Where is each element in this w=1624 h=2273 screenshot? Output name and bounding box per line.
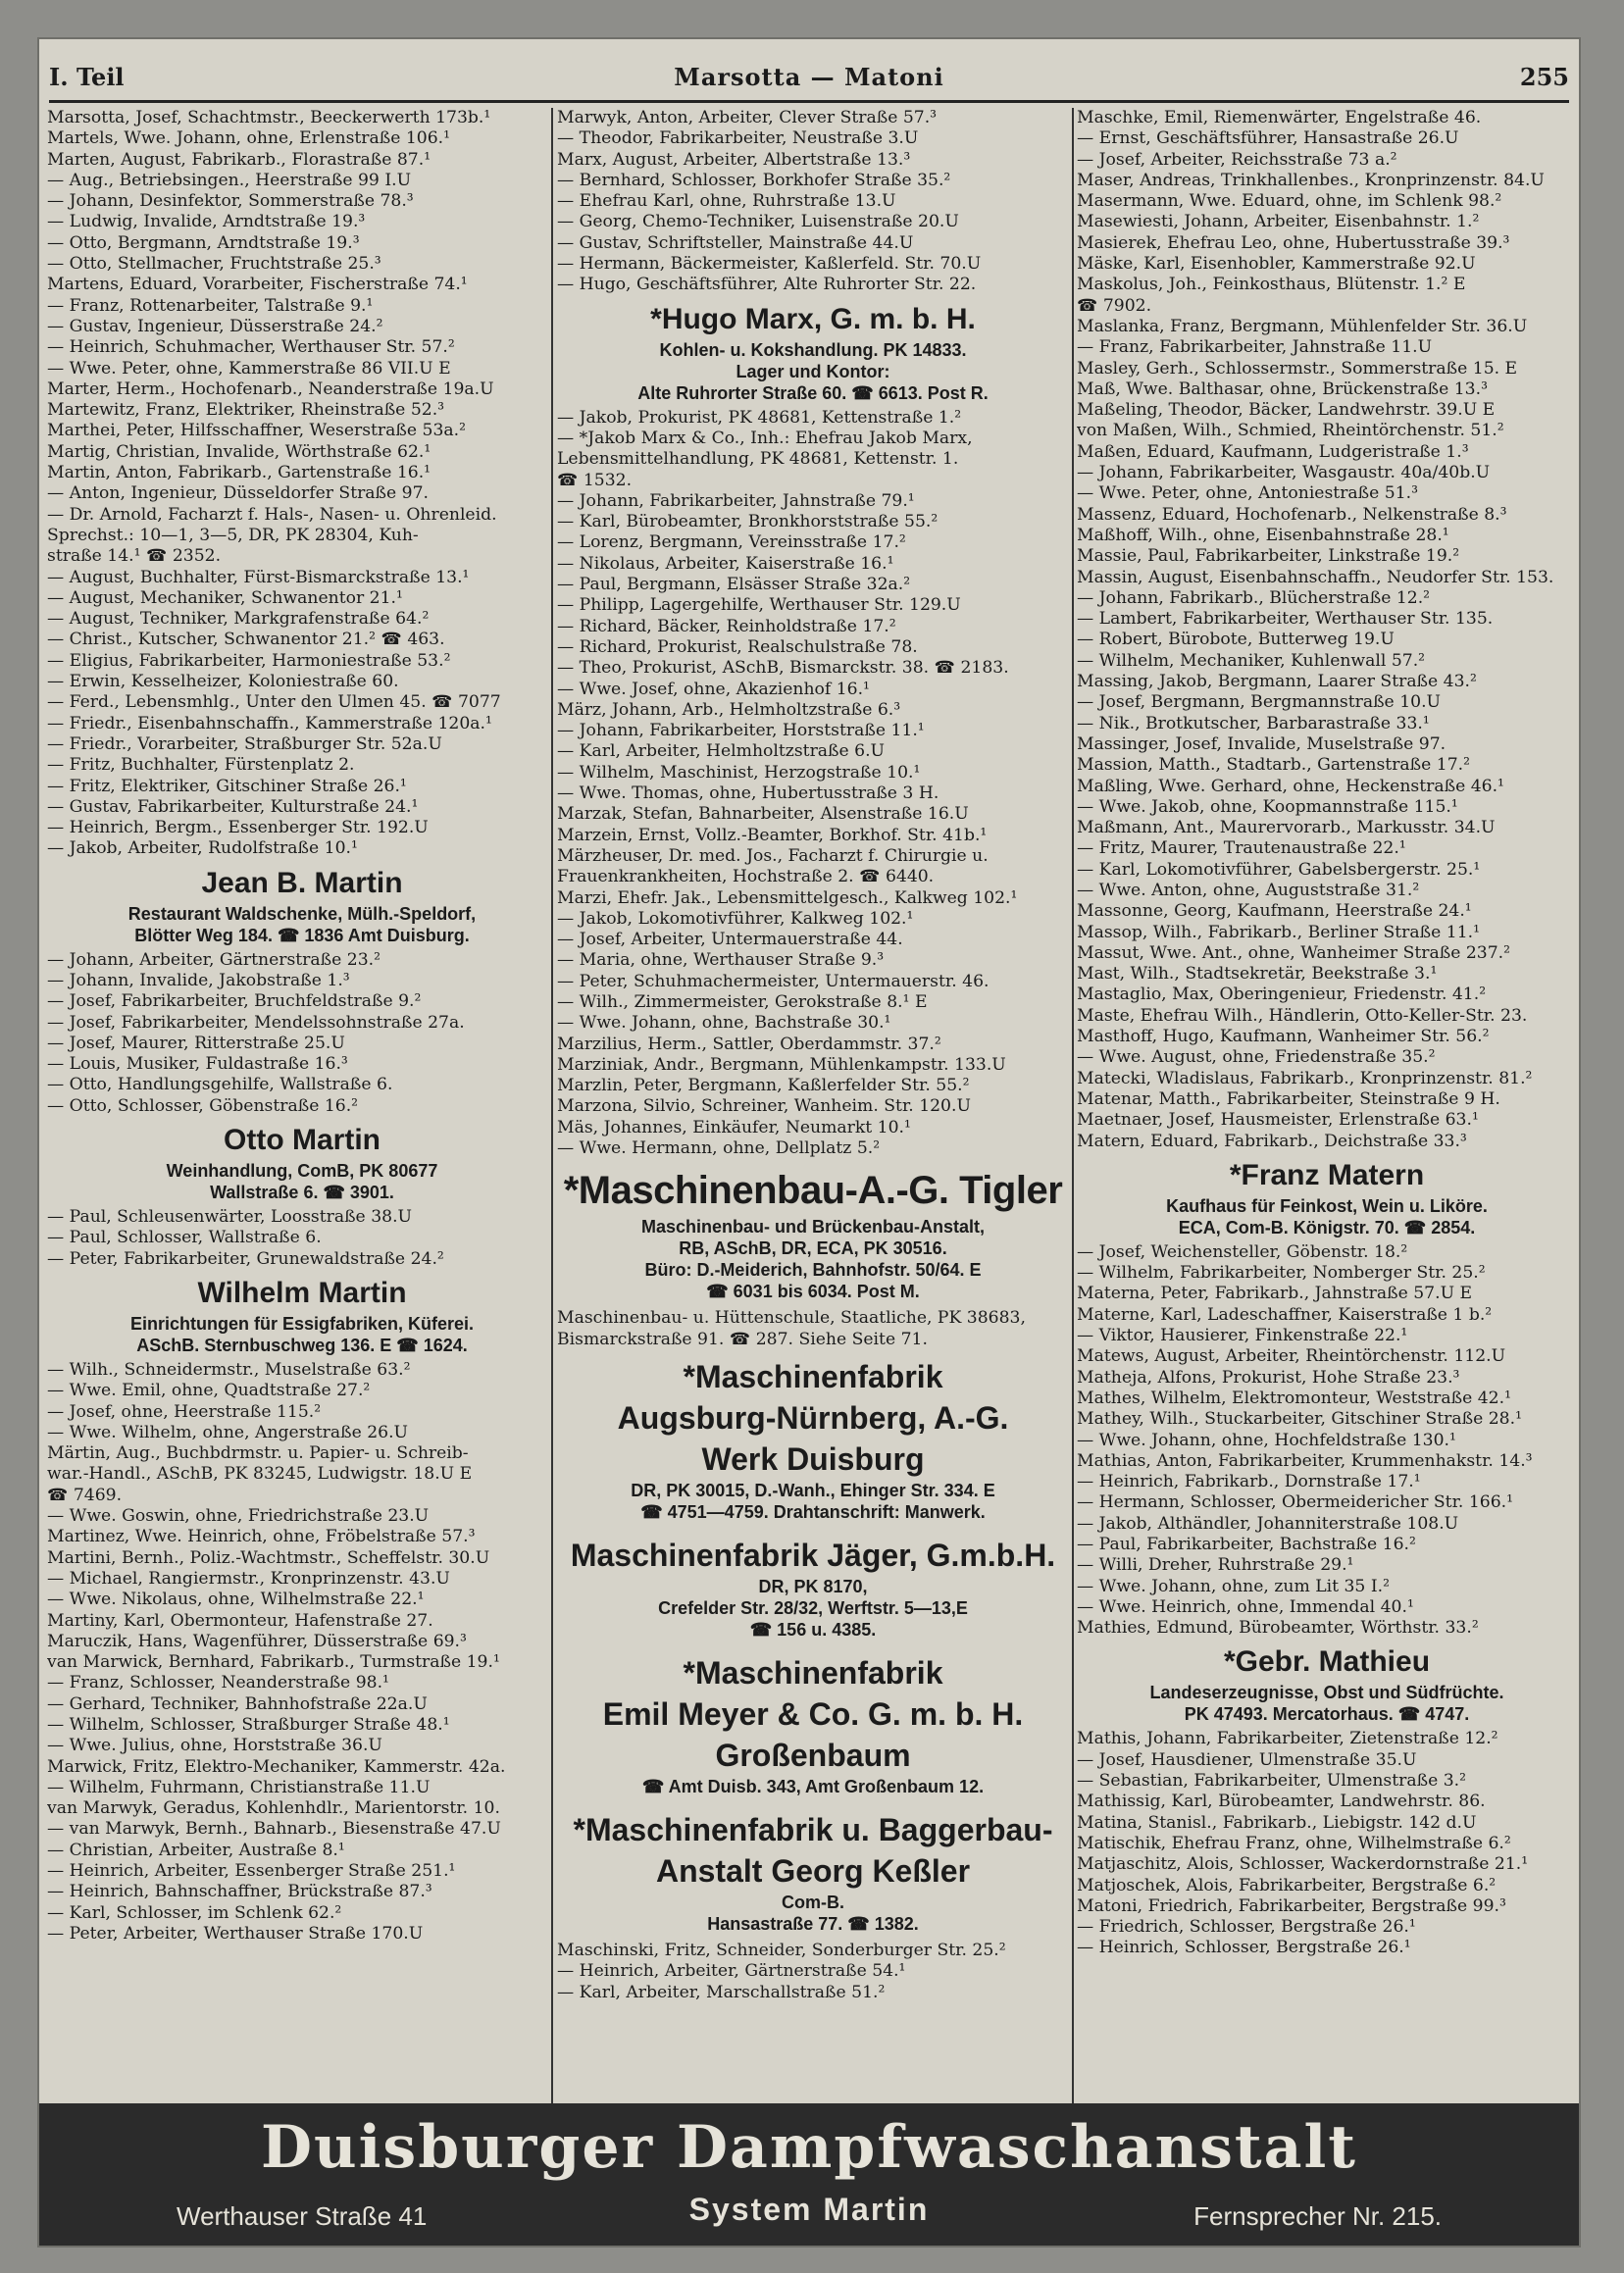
directory-entry: Marzein, Ernst, Vollz.-Beamter, Borkhof. Str. 41b.¹ xyxy=(557,825,988,845)
directory-entry: — Otto, Bergmann, Arndtstraße 19.³ xyxy=(47,232,360,253)
directory-entry: — Wilhelm, Fabrikarbeiter, Nomberger Str. 25.² xyxy=(1077,1263,1486,1284)
directory-entry: Masierek, Ehefrau Leo, ohne, Hubertusstraße 39.³ xyxy=(1077,232,1510,253)
directory-entry: — Hugo, Geschäftsführer, Alte Ruhrorter Str. 22. xyxy=(557,275,977,295)
directory-entry: ☎ 1532. xyxy=(557,470,633,490)
directory-entry: Mathias, Anton, Fabrikarbeiter, Krummenhakstr. 14.³ xyxy=(1077,1450,1533,1471)
entries-block xyxy=(557,1941,1069,2003)
advert-line: Kohlen- u. Kokshandlung. PK 14833. xyxy=(659,339,967,360)
directory-entry: Maetnaer, Josef, Hausmeister, Erlenstraße 63.¹ xyxy=(1077,1110,1479,1131)
advert-line: ASchB. Sternbuschweg 136. E ☎ 1624. xyxy=(136,1335,468,1355)
directory-entry: — Wilhelm, Schlosser, Straßburger Straße 48.¹ xyxy=(47,1715,450,1735)
directory-entry: — Wwe. Thomas, ohne, Hubertusstraße 3 H. xyxy=(557,783,939,804)
directory-entry: Massinger, Josef, Invalide, Muselstraße 97. xyxy=(1077,733,1446,754)
advert-kessler xyxy=(557,1803,1069,1941)
directory-entry: Marziniak, Andr., Bergmann, Mühlenkampstr. 133.U xyxy=(557,1054,1006,1075)
directory-entry: ☎ 7902. xyxy=(1077,295,1152,316)
directory-entry: Marwyk, Anton, Arbeiter, Clever Straße 57.³ xyxy=(557,108,938,127)
directory-entry: Mäs, Johannes, Einkäufer, Neumarkt 10.¹ xyxy=(557,1117,911,1137)
advert-otto-martin xyxy=(47,1117,557,1207)
directory-entry: Martig, Christian, Invalide, Wörthstraße 62.¹ xyxy=(47,441,431,462)
directory-entry: Massing, Jakob, Bergmann, Laarer Straße 43.² xyxy=(1077,672,1477,692)
directory-entry: — Johann, Invalide, Jakobstraße 1.³ xyxy=(47,970,350,990)
advert-wilhelm-martin xyxy=(47,1270,557,1360)
directory-entry: Martels, Wwe. Johann, ohne, Erlenstraße 106.¹ xyxy=(47,128,451,149)
directory-entry: — Friedrich, Schlosser, Bergstraße 26.¹ xyxy=(1077,1917,1416,1938)
directory-entry: — Wwe. Nikolaus, ohne, Wilhelmstraße 22.¹ xyxy=(47,1590,425,1610)
running-title: Marsotta — Matoni xyxy=(674,63,944,91)
entries-block xyxy=(557,408,1069,1160)
directory-entry: — Johann, Fabrikarbeiter, Wasgaustr. 40a/40b.U xyxy=(1077,463,1491,483)
advert-tigler xyxy=(557,1159,1069,1308)
directory-entry: — van Marwyk, Bernh., Bahnarb., Biesenstraße 47.U xyxy=(47,1819,501,1840)
column-2 xyxy=(557,108,1069,2098)
directory-entry: Massonne, Georg, Kaufmann, Heerstraße 24.¹ xyxy=(1077,901,1472,922)
directory-entry: Martewitz, Franz, Elektriker, Rheinstraße 52.³ xyxy=(47,400,445,421)
advert-line: ☎ Amt Duisb. 343, Amt Großenbaum 12. xyxy=(641,1776,985,1796)
directory-entry: Maßling, Wwe. Gerhard, ohne, Heckenstraße 46.¹ xyxy=(1077,776,1504,796)
directory-entry: — Karl, Arbeiter, Helmholtzstraße 6.U xyxy=(557,741,886,762)
advert-line: Einrichtungen für Essigfabriken, Küferei. xyxy=(129,1313,475,1334)
directory-entry: war.-Handl., ASchB, PK 83245, Ludwigstr. 18.U E xyxy=(47,1464,473,1485)
directory-entry: — Gustav, Fabrikarbeiter, Kulturstraße 24.¹ xyxy=(47,796,419,817)
directory-entry: Mäske, Karl, Eisenhobler, Kammerstraße 92.U xyxy=(1077,254,1476,275)
directory-entry: — Josef, Arbeiter, Untermauerstraße 44. xyxy=(557,930,903,950)
directory-entry: Frauenkrankheiten, Hochstraße 2. ☎ 6440. xyxy=(557,867,935,887)
directory-entry: — Christ., Kutscher, Schwanentor 21.² ☎ 463. xyxy=(47,630,445,650)
directory-entry: straße 14.¹ ☎ 2352. xyxy=(47,546,222,567)
directory-entry: — Heinrich, Schlosser, Bergstraße 26.¹ xyxy=(1077,1938,1411,1958)
directory-entry: — Karl, Schlosser, im Schlenk 62.² xyxy=(47,1902,342,1923)
advert-name: *Maschinenfabrik xyxy=(683,1358,943,1394)
directory-entry: — Viktor, Hausierer, Finkenstraße 22.¹ xyxy=(1077,1326,1408,1346)
directory-entry: — Paul, Schlosser, Wallstraße 6. xyxy=(47,1228,322,1248)
directory-entry: — Willi, Dreher, Ruhrstraße 29.¹ xyxy=(1077,1555,1354,1576)
directory-entry: — Karl, Lokomotivführer, Gabelsbergerstr. 25.¹ xyxy=(1077,859,1481,880)
directory-entry: Marten, August, Fabrikarb., Florastraße 87.¹ xyxy=(47,149,431,170)
directory-entry: — Sebastian, Fabrikarbeiter, Ulmenstraße 3.² xyxy=(1077,1771,1467,1792)
directory-entry: — Johann, Fabrikarbeiter, Horststraße 11.¹ xyxy=(557,721,925,741)
directory-entry: — Paul, Bergmann, Elsässer Straße 32a.² xyxy=(557,575,911,595)
directory-entry: Materne, Karl, Ladeschaffner, Kaiserstraße 1 b.² xyxy=(1077,1304,1493,1325)
directory-entry: — *Jakob Marx & Co., Inh.: Ehefrau Jakob Marx, xyxy=(557,428,973,448)
directory-entry: Matecki, Wladislaus, Fabrikarb., Kronprinzenstr. 81.² xyxy=(1077,1068,1533,1088)
directory-entry: Martens, Eduard, Vorarbeiter, Fischerstraße 74.¹ xyxy=(47,275,468,295)
advert-line: Maschinenbau- und Brückenbau-Anstalt, xyxy=(640,1217,986,1238)
directory-entry: — Theodor, Fabrikarbeiter, Neustraße 3.U xyxy=(557,128,919,149)
directory-entry: Maßhoff, Wilh., ohne, Eisenbahnstraße 28.¹ xyxy=(1077,525,1449,545)
directory-entry: — Heinrich, Schuhmacher, Werthauser Str. 57.² xyxy=(47,337,455,358)
page-number: 255 xyxy=(1519,63,1569,91)
advert-franz-matern xyxy=(1077,1152,1577,1242)
directory-entry: — Wwe. Anton, ohne, Auguststraße 31.² xyxy=(1077,880,1420,900)
directory-entry: — Wwe. Josef, ohne, Akazienhof 16.¹ xyxy=(557,679,870,699)
directory-entry: Matern, Eduard, Fabrikarb., Deichstraße 33.³ xyxy=(1077,1131,1467,1151)
directory-entry: — Heinrich, Bergm., Essenberger Str. 192.U xyxy=(47,818,429,838)
directory-entry: — Gerhard, Techniker, Bahnhofstraße 22a.U xyxy=(47,1693,428,1714)
directory-entry: Maser, Andreas, Trinkhallenbes., Kronprinzenstr. 84.U xyxy=(1077,170,1545,190)
directory-entry: — Wilhelm, Fuhrmann, Christianstraße 11.U xyxy=(47,1777,431,1797)
directory-entry: — Franz, Fabrikarbeiter, Jahnstraße 11.U xyxy=(1077,337,1433,358)
directory-entry: — Heinrich, Arbeiter, Gärtnerstraße 54.¹ xyxy=(557,1961,906,1982)
directory-entry: — Josef, ohne, Heerstraße 115.² xyxy=(47,1401,322,1422)
directory-entry: — Wwe. Hermann, ohne, Dellplatz 5.² xyxy=(557,1138,881,1159)
directory-entry: — Nikolaus, Arbeiter, Kaiserstraße 16.¹ xyxy=(557,553,894,574)
advert-name: Wilhelm Martin xyxy=(197,1276,407,1309)
bottom-banner-ad xyxy=(39,2103,1579,2246)
banner-title: Duisburger Dampfwaschanstalt xyxy=(260,2113,1358,2182)
directory-entry: — Wwe. August, ohne, Friedenstraße 35.² xyxy=(1077,1047,1436,1068)
directory-entry: Märtin, Aug., Buchbdrmstr. u. Papier- u. Schreib- xyxy=(47,1443,469,1464)
directory-entry: — Johann, Arbeiter, Gärtnerstraße 23.² xyxy=(47,949,381,970)
directory-entry: — Wwe. Wilhelm, ohne, Angerstraße 26.U xyxy=(47,1422,409,1442)
advert-name: Jean B. Martin xyxy=(201,866,403,899)
entries-block xyxy=(1077,108,1577,1152)
directory-entry: — Philipp, Lagergehilfe, Werthauser Str. 129.U xyxy=(557,595,961,616)
directory-entry: — Dr. Arnold, Facharzt f. Hals-, Nasen- u. Ohrenleid. xyxy=(47,504,497,525)
directory-entry: — Wilh., Zimmermeister, Gerokstraße 8.¹ E xyxy=(557,991,928,1012)
directory-entry: — Josef, Fabrikarbeiter, Mendelssohnstraße 27a. xyxy=(47,1012,465,1033)
directory-entry: — Josef, Maurer, Ritterstraße 25.U xyxy=(47,1033,345,1053)
directory-entry: — Heinrich, Bahnschaffner, Brückstraße 87.³ xyxy=(47,1882,432,1902)
directory-entry: Maß, Wwe. Balthasar, ohne, Brückenstraße 13.³ xyxy=(1077,379,1488,399)
advert-line: Wallstraße 6. ☎ 3901. xyxy=(210,1183,394,1203)
directory-entry: Massin, August, Eisenbahnschaffn., Neudorfer Str. 153. xyxy=(1077,567,1554,587)
advert-man xyxy=(557,1350,1069,1529)
directory-entry: — Paul, Schleusenwärter, Loosstraße 38.U xyxy=(47,1207,413,1228)
advert-gebr-mathieu xyxy=(1077,1639,1577,1729)
directory-entry: Mathis, Johann, Fabrikarbeiter, Zietenstraße 12.² xyxy=(1077,1729,1498,1749)
directory-entry: Marzilius, Herm., Sattler, Oberdammstr. 37.² xyxy=(557,1034,941,1054)
directory-entry: Maslanka, Franz, Bergmann, Mühlenfelder Str. 36.U xyxy=(1077,316,1528,336)
directory-entry: — Hermann, Bäckermeister, Kaßlerfeld. Str. 70.U xyxy=(557,254,982,275)
directory-entry: — Lambert, Fabrikarbeiter, Werthauser Str. 135. xyxy=(1077,609,1494,630)
advert-name: *Maschinenbau-A.-G. Tigler xyxy=(563,1169,1063,1213)
directory-entry: Matischik, Ehefrau Franz, ohne, Wilhelmstraße 6.² xyxy=(1077,1833,1511,1853)
banner-system: System Martin xyxy=(688,2192,930,2227)
directory-entry: Maßmann, Ant., Maurervorarb., Markusstr. 34.U xyxy=(1077,818,1496,838)
advert-line: Weinhandlung, ComB, PK 80677 xyxy=(166,1161,438,1182)
directory-entry: — Louis, Musiker, Fuldastraße 16.³ xyxy=(47,1054,348,1075)
directory-page xyxy=(39,39,1579,2246)
part-label: I. Teil xyxy=(49,63,125,91)
directory-entry: — Richard, Bäcker, Reinholdstraße 17.² xyxy=(557,616,896,636)
advert-name: Maschinenfabrik Jäger, G.m.b.H. xyxy=(570,1537,1056,1573)
directory-entry: Martiny, Karl, Obermonteur, Hafenstraße 27. xyxy=(47,1610,433,1631)
directory-entry: Martinez, Wwe. Heinrich, ohne, Fröbelstraße 57.³ xyxy=(47,1527,476,1547)
directory-entry: Maschinenbau- u. Hüttenschule, Staatliche, PK 38683, xyxy=(557,1308,1026,1329)
entries-block xyxy=(557,108,1069,296)
advert-line: Blötter Weg 184. ☎ 1836 Amt Duisburg. xyxy=(134,925,470,945)
directory-entry: — Georg, Chemo-Techniker, Luisenstraße 20.U xyxy=(557,212,959,232)
directory-entry: — Wwe. Julius, ohne, Horststraße 36.U xyxy=(47,1736,382,1756)
directory-entry: Massut, Wwe. Ant., ohne, Wanheimer Straße 237.² xyxy=(1077,942,1511,963)
advert-emil-meyer xyxy=(557,1646,1069,1803)
directory-entry: März, Johann, Arb., Helmholtzstraße 6.³ xyxy=(557,699,901,720)
directory-entry: Matoni, Friedrich, Fabrikarbeiter, Bergstraße 99.³ xyxy=(1077,1895,1506,1916)
entries-block xyxy=(47,950,557,1117)
directory-entry: von Maßen, Wilh., Schmied, Rheintörchenstr. 51.² xyxy=(1077,421,1504,441)
directory-entry: — Wwe. Johann, ohne, zum Lit 35 I.² xyxy=(1077,1576,1390,1596)
directory-entry: Mathissig, Karl, Bürobeamter, Landwehrstr. 86. xyxy=(1077,1792,1486,1812)
directory-entry: — Wwe. Emil, ohne, Quadtstraße 27.² xyxy=(47,1381,371,1401)
directory-entry: Lebensmittelhandlung, PK 48681, Kettenstr. 1. xyxy=(557,449,959,470)
advert-jaeger xyxy=(557,1529,1069,1646)
directory-entry: Matjoschek, Alois, Fabrikarbeiter, Bergstraße 6.² xyxy=(1077,1875,1497,1895)
directory-entry: Marzona, Silvio, Schreiner, Wanheim. Str. 120.U xyxy=(557,1096,971,1117)
directory-entry: — August, Mechaniker, Schwanentor 21.¹ xyxy=(47,587,403,608)
directory-entry: Matheja, Alfons, Prokurist, Hohe Straße 23.³ xyxy=(1077,1367,1460,1388)
directory-entry: — Erwin, Kesselheizer, Koloniestraße 60. xyxy=(47,672,399,692)
entries-block xyxy=(47,108,557,860)
advert-line: Büro: D.-Meiderich, Bahnhofstr. 50/64. E xyxy=(644,1260,982,1281)
directory-entry: Maßen, Eduard, Kaufmann, Ludgeristraße 1.³ xyxy=(1077,441,1469,462)
entries-block xyxy=(47,1360,557,1945)
directory-entry: — Paul, Fabrikarbeiter, Bachstraße 16.² xyxy=(1077,1535,1416,1554)
directory-entry: — Nik., Brotkutscher, Barbarastraße 33.¹ xyxy=(1077,713,1430,733)
directory-entry: — Otto, Handlungsgehilfe, Wallstraße 6. xyxy=(47,1075,393,1095)
advert-name: *Maschinenfabrik u. Baggerbau- xyxy=(573,1811,1053,1847)
entries-block xyxy=(557,1308,1069,1350)
directory-entry: Massie, Paul, Fabrikarbeiter, Linkstraße 19.² xyxy=(1077,546,1460,567)
directory-entry: — August, Buchhalter, Fürst-Bismarckstraße 13.¹ xyxy=(47,567,470,587)
advert-line: Hansastraße 77. ☎ 1382. xyxy=(707,1913,919,1934)
directory-entry: — Fritz, Buchhalter, Fürstenplatz 2. xyxy=(47,755,355,776)
advert-line: ☎ 6031 bis 6034. Post M. xyxy=(706,1282,920,1302)
directory-entry: — Josef, Fabrikarbeiter, Bruchfeldstraße 9.² xyxy=(47,991,422,1012)
directory-entry: — Wilhelm, Mechaniker, Kuhlenwall 57.² xyxy=(1077,650,1426,671)
column-divider xyxy=(1072,108,1074,2103)
advert-line: RB, ASchB, DR, ECA, PK 30516. xyxy=(679,1238,947,1259)
directory-entry: van Marwyk, Geradus, Kohlenhdlr., Marientorstr. 10. xyxy=(47,1798,500,1819)
directory-entry: — Johann, Fabrikarb., Blücherstraße 12.² xyxy=(1077,587,1431,608)
banner-address: Werthauser Straße 41 xyxy=(177,2201,428,2231)
advert-line: ☎ 4751—4759. Drahtanschrift: Manwerk. xyxy=(640,1501,986,1522)
directory-entry: — Gustav, Ingenieur, Düsserstraße 24.² xyxy=(47,316,383,336)
directory-entry: — Lorenz, Bergmann, Vereinsstraße 17.² xyxy=(557,532,906,553)
directory-entry: — Wilhelm, Maschinist, Herzogstraße 10.¹ xyxy=(557,762,921,783)
directory-entry: — Johann, Desinfektor, Sommerstraße 78.³ xyxy=(47,191,414,212)
advert-line: DR, PK 8170, xyxy=(758,1576,868,1596)
directory-entry: — Josef, Bergmann, Bergmannstraße 10.U xyxy=(1077,692,1442,713)
directory-entry: — Josef, Weichensteller, Göbenstr. 18.² xyxy=(1077,1241,1408,1262)
directory-entry: — Jakob, Lokomotivführer, Kalkweg 102.¹ xyxy=(557,908,914,929)
directory-entry: — Heinrich, Arbeiter, Essenberger Straße 251.¹ xyxy=(47,1861,456,1882)
directory-entry: Matews, August, Arbeiter, Rheintörchenstr. 112.U xyxy=(1077,1346,1506,1367)
directory-entry: Mastaglio, Max, Oberingenieur, Friedenstr. 41.² xyxy=(1077,985,1487,1005)
directory-entry: Mathey, Wilh., Stuckarbeiter, Gitschiner Straße 28.¹ xyxy=(1077,1409,1522,1430)
advert-name: Emil Meyer & Co. G. m. b. H. xyxy=(602,1695,1024,1732)
directory-entry: — Johann, Fabrikarbeiter, Jahnstraße 79.¹ xyxy=(557,490,915,511)
directory-entry: — August, Techniker, Markgrafenstraße 64.² xyxy=(47,609,430,630)
directory-entry: Masthoff, Hugo, Kaufmann, Wanheimer Str. 56.² xyxy=(1077,1027,1490,1047)
directory-entry: Masley, Gerh., Schlossermstr., Sommerstraße 15. E xyxy=(1077,358,1518,379)
directory-entry: — Karl, Arbeiter, Marschallstraße 51.² xyxy=(557,1982,886,2002)
directory-entry: Marwick, Fritz, Elektro-Mechaniker, Kammerstr. 42a. xyxy=(47,1756,506,1777)
advert-line: DR, PK 30015, D.-Wanh., Ehinger Str. 334. E xyxy=(631,1480,995,1500)
directory-entry: — Bernhard, Schlosser, Borkhofer Straße 35.² xyxy=(557,170,951,190)
column-1 xyxy=(47,108,557,2098)
advert-line: Restaurant Waldschenke, Mülh.-Speldorf, xyxy=(127,903,477,924)
directory-entry: — Karl, Bürobeamter, Bronkhorststraße 55.² xyxy=(557,512,939,532)
directory-entry: — Anton, Ingenieur, Düsseldorfer Straße 97. xyxy=(47,483,430,504)
directory-entry: — Wwe. Johann, ohne, Bachstraße 30.¹ xyxy=(557,1013,891,1034)
directory-entry: Marzak, Stefan, Bahnarbeiter, Alsenstraße 16.U xyxy=(557,804,969,825)
directory-entry: Matjaschitz, Alois, Schlosser, Wackerdornstraße 21.¹ xyxy=(1077,1854,1529,1875)
directory-entry: — Wilh., Schneidermstr., Muselstraße 63.² xyxy=(47,1359,411,1380)
directory-entry: — Fritz, Elektriker, Gitschiner Straße 26.¹ xyxy=(47,776,407,796)
directory-entry: — Maria, ohne, Werthauser Straße 9.³ xyxy=(557,950,885,971)
directory-entry: — Hermann, Schlosser, Obermeidericher Str. 166.¹ xyxy=(1077,1492,1513,1513)
directory-entry: — Robert, Bürobote, Butterweg 19.U xyxy=(1077,630,1395,650)
directory-entry: Maruczik, Hans, Wagenführer, Düsserstraße 69.³ xyxy=(47,1631,467,1651)
directory-entry: — Wwe. Peter, ohne, Antoniestraße 51.³ xyxy=(1077,483,1419,504)
directory-entry: — Ludwig, Invalide, Arndtstraße 19.³ xyxy=(47,212,366,232)
directory-entry: Massop, Wilh., Fabrikarb., Berliner Straße 11.¹ xyxy=(1077,922,1480,942)
directory-entry: Marthei, Peter, Hilfsschaffner, Weserstraße 53a.² xyxy=(47,421,466,441)
directory-entry: — Christian, Arbeiter, Austraße 8.¹ xyxy=(47,1840,345,1860)
directory-entry: — Franz, Rottenarbeiter, Talstraße 9.¹ xyxy=(47,295,374,316)
advert-name: *Maschinenfabrik xyxy=(683,1654,943,1691)
advert-line: Kaufhaus für Feinkost, Wein u. Liköre. xyxy=(1166,1195,1488,1216)
directory-entry: Massenz, Eduard, Hochofenarb., Nelkenstraße 8.³ xyxy=(1077,504,1507,525)
directory-entry: Massion, Matth., Stadtarb., Gartenstraße 17.² xyxy=(1077,755,1471,776)
advert-name: Großenbaum xyxy=(715,1737,911,1773)
directory-entry: — Otto, Stellmacher, Fruchtstraße 25.³ xyxy=(47,254,381,275)
directory-entry: — Peter, Arbeiter, Werthauser Straße 170.U xyxy=(47,1923,424,1944)
entries-block xyxy=(1077,1242,1577,1640)
directory-entry: Matina, Stanisl., Fabrikarb., Liebigstr. 142 d.U xyxy=(1077,1812,1477,1833)
directory-entry: Maschinski, Fritz, Schneider, Sonderburger Str. 25.² xyxy=(557,1940,1006,1960)
advert-line: Com-B. xyxy=(782,1892,844,1912)
directory-entry: — Theo, Prokurist, ASchB, Bismarckstr. 38. ☎ 2183. xyxy=(557,658,1009,679)
directory-entry: — Josef, Hausdiener, Ulmenstraße 35.U xyxy=(1077,1749,1417,1770)
directory-entry: — Franz, Schlosser, Neanderstraße 98.¹ xyxy=(47,1673,389,1693)
directory-entry: — Wwe. Johann, ohne, Hochfeldstraße 130.¹ xyxy=(1077,1430,1456,1450)
directory-entry: — Josef, Arbeiter, Reichsstraße 73 a.² xyxy=(1077,149,1397,170)
directory-entry: — Wwe. Goswin, ohne, Friedrichstraße 23.U xyxy=(47,1506,430,1527)
directory-entry: — Wwe. Heinrich, ohne, Immendal 40.¹ xyxy=(1077,1596,1414,1617)
advert-line: Landeserzeugnisse, Obst und Südfrüchte. xyxy=(1149,1683,1504,1703)
directory-entry: — Gustav, Schriftsteller, Mainstraße 44.U xyxy=(557,232,914,253)
directory-entry: — Ferd., Lebensmhlg., Unter den Ulmen 45. ☎ 7077 xyxy=(47,692,501,713)
advert-line: PK 47493. Mercatorhaus. ☎ 4747. xyxy=(1184,1704,1470,1725)
directory-entry: Martini, Bernh., Poliz.-Wachtmstr., Scheffelstr. 30.U xyxy=(47,1547,490,1568)
directory-entry: — Friedr., Vorarbeiter, Straßburger Str. 52a.U xyxy=(47,733,442,754)
entries-block xyxy=(47,1207,557,1270)
directory-entry: Maschke, Emil, Riemenwärter, Engelstraße 46. xyxy=(1077,108,1482,127)
banner-phone: Fernsprecher Nr. 215. xyxy=(1193,2201,1442,2231)
directory-entry: — Friedr., Eisenbahnschaffn., Kammerstraße 120a.¹ xyxy=(47,713,492,733)
directory-entry: Maskolus, Joh., Feinkosthaus, Blütenstr. 1.² E xyxy=(1077,275,1466,295)
directory-entry: — Fritz, Maurer, Trautenaustraße 22.¹ xyxy=(1077,838,1406,859)
directory-entry: Maßeling, Theodor, Bäcker, Landwehrstr. 39.U E xyxy=(1077,400,1496,421)
directory-entry: Mathes, Wilhelm, Elektromonteur, Weststraße 42.¹ xyxy=(1077,1388,1511,1408)
advert-name: Anstalt Georg Keßler xyxy=(655,1852,971,1889)
page-header xyxy=(49,57,1569,103)
directory-entry: — Peter, Fabrikarbeiter, Grunewaldstraße 24.² xyxy=(47,1248,444,1269)
directory-entry: Bismarckstraße 91. ☎ 287. Siehe Seite 71. xyxy=(557,1329,928,1349)
advert-name: *Gebr. Mathieu xyxy=(1223,1645,1431,1679)
entries-block xyxy=(1077,1729,1577,1958)
directory-entry: Matenar, Matth., Fabrikarbeiter, Steinstraße 9 H. xyxy=(1077,1088,1500,1109)
directory-entry: — Jakob, Althändler, Johanniterstraße 108.U xyxy=(1077,1513,1459,1534)
directory-entry: ☎ 7469. xyxy=(47,1485,123,1505)
directory-entry: — Wwe. Jakob, ohne, Koopmannstraße 115.¹ xyxy=(1077,796,1458,817)
directory-entry: Martin, Anton, Fabrikarb., Gartenstraße 16.¹ xyxy=(47,463,431,483)
directory-entry: — Aug., Betriebsingen., Heerstraße 99 I.U xyxy=(47,170,412,190)
advert-hugo-marx xyxy=(557,296,1069,408)
advert-name: Otto Martin xyxy=(224,1124,381,1157)
advert-line: ECA, Com-B. Königstr. 70. ☎ 2854. xyxy=(1178,1217,1476,1238)
directory-entry: Marzlin, Peter, Bergmann, Kaßlerfelder Str. 55.² xyxy=(557,1076,970,1096)
directory-entry: Masermann, Wwe. Eduard, ohne, im Schlenk 98.² xyxy=(1077,191,1502,212)
directory-entry: — Michael, Rangiermstr., Kronprinzenstr. 43.U xyxy=(47,1568,450,1589)
directory-entry: van Marwick, Bernhard, Fabrikarb., Turmstraße 19.¹ xyxy=(47,1652,500,1673)
advert-line: Lager und Kontor: xyxy=(736,361,890,381)
directory-entry: — Eligius, Fabrikarbeiter, Harmoniestraße 53.² xyxy=(47,650,451,671)
advert-line: Crefelder Str. 28/32, Werftstr. 5—13,E xyxy=(658,1597,968,1618)
directory-entry: Marzi, Ehefr. Jak., Lebensmittelgesch., Kalkweg 102.¹ xyxy=(557,887,1018,908)
directory-entry: — Ehefrau Karl, ohne, Ruhrstraße 13.U xyxy=(557,191,896,212)
directory-entry: — Otto, Schlosser, Göbenstraße 16.² xyxy=(47,1095,359,1116)
directory-entry: — Wwe. Peter, ohne, Kammerstraße 86 VII.U E xyxy=(47,358,451,379)
advert-jean-martin xyxy=(47,860,557,950)
directory-entry: — Richard, Prokurist, Realschulstraße 78. xyxy=(557,636,918,657)
directory-entry: Mast, Wilh., Stadtsekretär, Beekstraße 3.¹ xyxy=(1077,964,1438,985)
directory-entry: — Jakob, Arbeiter, Rudolfstraße 10.¹ xyxy=(47,838,358,859)
advert-line: ☎ 156 u. 4385. xyxy=(749,1619,877,1640)
directory-entry: Marter, Herm., Hochofenarb., Neanderstraße 19a.U xyxy=(47,379,494,399)
advert-name: Augsburg-Nürnberg, A.-G. xyxy=(617,1399,1009,1436)
directory-entry: Marx, August, Arbeiter, Albertstraße 13.³ xyxy=(557,149,911,170)
directory-entry: Materna, Peter, Fabrikarb., Jahnstraße 57.U E xyxy=(1077,1284,1473,1304)
advert-name: Werk Duisburg xyxy=(701,1440,925,1477)
advert-line: Alte Ruhrorter Straße 60. ☎ 6613. Post R. xyxy=(637,382,989,403)
directory-entry: Sprechst.: 10—1, 3—5, DR, PK 28304, Kuh- xyxy=(47,525,419,545)
directory-entry: — Jakob, Prokurist, PK 48681, Kettenstraße 1.² xyxy=(557,407,962,428)
advert-name: *Hugo Marx, G. m. b. H. xyxy=(650,302,976,335)
directory-entry: — Heinrich, Fabrikarb., Dornstraße 17.¹ xyxy=(1077,1472,1421,1492)
directory-entry: Märzheuser, Dr. med. Jos., Facharzt f. Chirurgie u. xyxy=(557,845,989,866)
directory-entry: Maste, Ehefrau Wilh., Händlerin, Otto-Keller-Str. 23. xyxy=(1077,1005,1528,1026)
column-3 xyxy=(1077,108,1577,2098)
directory-entry: — Ernst, Geschäftsführer, Hansastraße 26.U xyxy=(1077,128,1459,149)
advert-name: *Franz Matern xyxy=(1229,1158,1425,1191)
directory-entry: Masewiesti, Johann, Arbeiter, Eisenbahnstr. 1.² xyxy=(1077,212,1480,232)
directory-entry: Mathies, Edmund, Bürobeamter, Wörthstr. 33.² xyxy=(1077,1618,1479,1639)
directory-entry: — Peter, Schuhmachermeister, Untermauerstr. 46. xyxy=(557,971,990,991)
directory-entry: Marsotta, Josef, Schachtmstr., Beeckerwerth 173b.¹ xyxy=(47,108,491,127)
